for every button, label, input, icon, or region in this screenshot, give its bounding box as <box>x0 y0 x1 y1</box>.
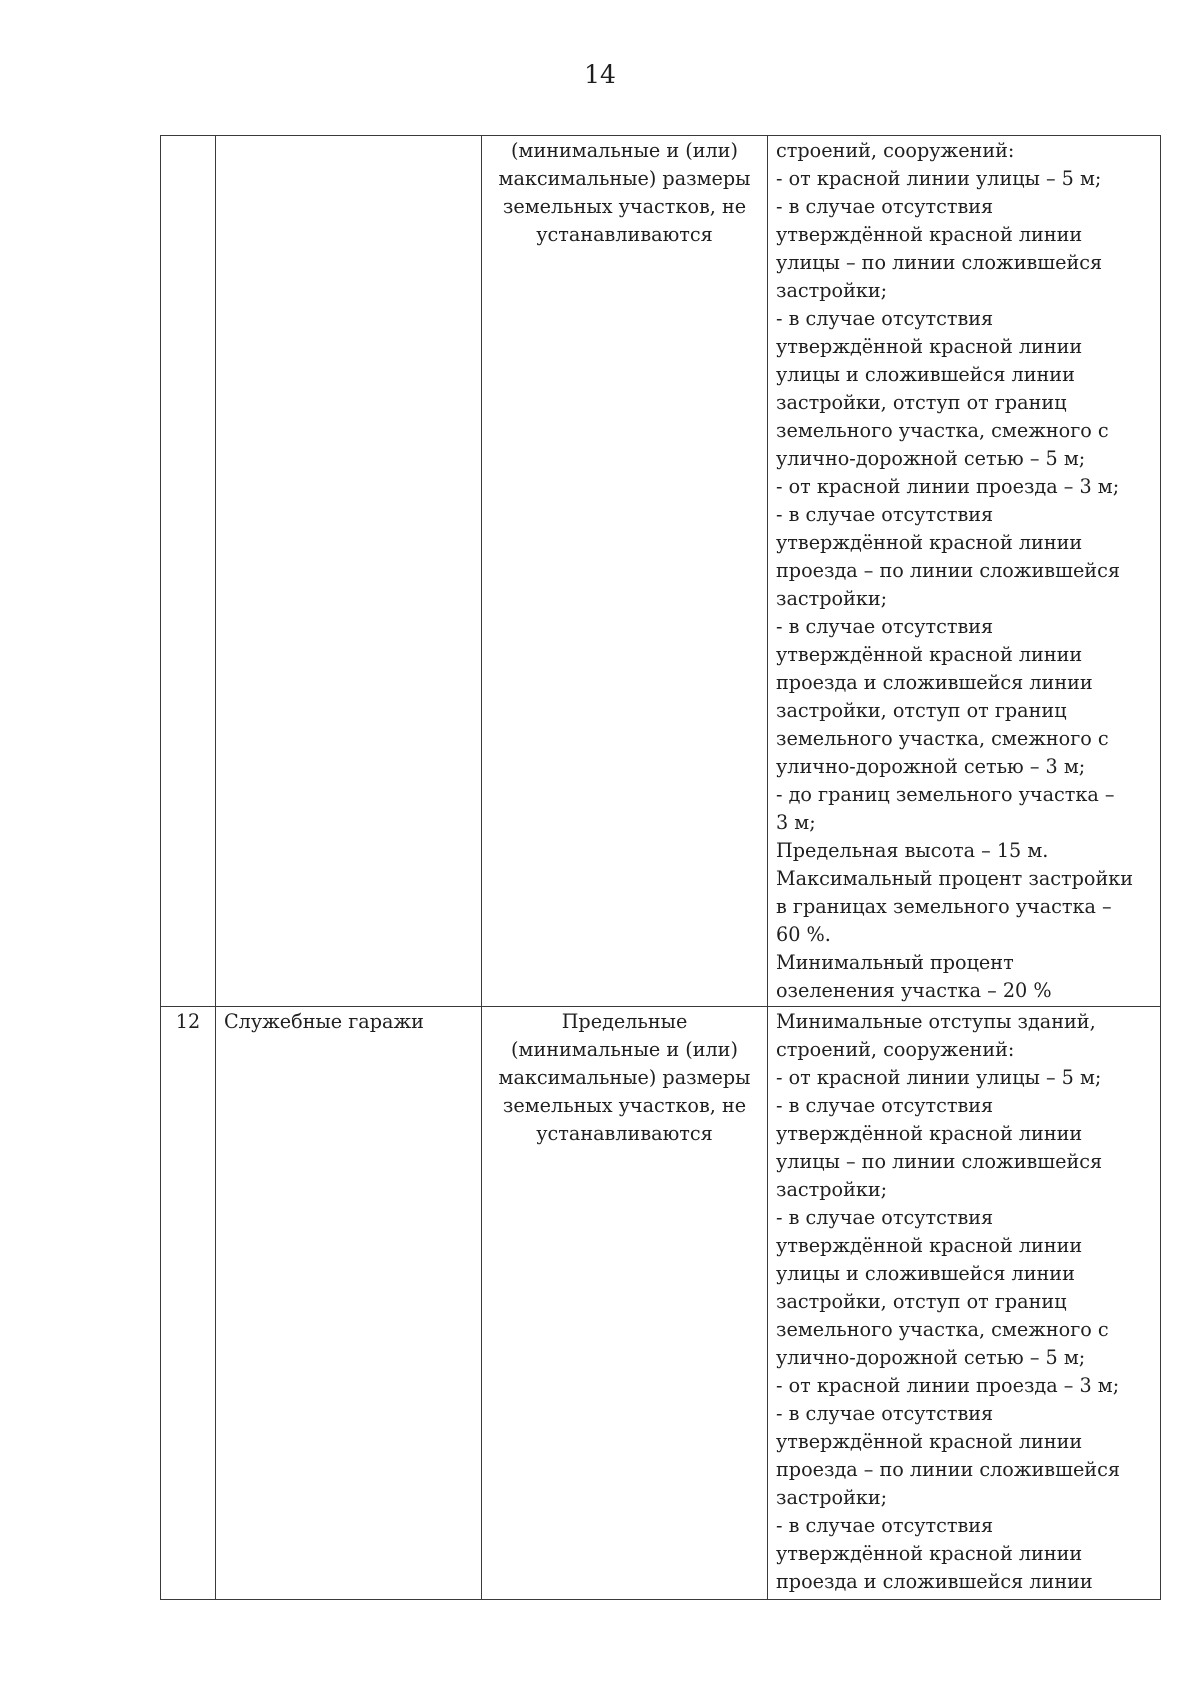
text-line: улично-дорожной сетью – 5 м; <box>776 447 1086 470</box>
text-line: Минимальные отступы зданий, <box>776 1010 1096 1033</box>
text-line: - в случае отсутствия <box>776 1206 994 1229</box>
text-line: - в случае отсутствия <box>776 503 994 526</box>
plot-size-cell <box>482 136 768 1007</box>
text-line: утверждённой красной линии <box>776 1122 1083 1145</box>
text-line: (минимальные и (или) <box>511 139 738 162</box>
text-line: земельных участков, не <box>502 195 747 218</box>
regulations-table <box>160 135 1161 1600</box>
setbacks-cell <box>768 1007 1161 1600</box>
text-line: утверждённой красной линии <box>776 531 1083 554</box>
text-line: строений, сооружений: <box>776 139 1015 162</box>
text-line: застройки; <box>776 1178 888 1201</box>
text-line: Минимальный процент <box>776 951 1014 974</box>
text-line: улицы – по линии сложившейся <box>776 251 1103 274</box>
setbacks-cell <box>768 136 1161 1007</box>
text-line: утверждённой красной линии <box>776 335 1083 358</box>
text-line: устанавливаются <box>536 1122 713 1145</box>
text-line: строений, сооружений: <box>776 1038 1015 1061</box>
text-line: 3 м; <box>776 811 816 834</box>
text-line: - в случае отсутствия <box>776 615 994 638</box>
text-line: застройки; <box>776 1486 888 1509</box>
text-line: улицы – по линии сложившейся <box>776 1150 1103 1173</box>
text-line: улицы и сложившейся линии <box>776 1262 1075 1285</box>
text-line: улично-дорожной сетью – 5 м; <box>776 1346 1086 1369</box>
row-number-cell: 12 <box>161 1007 216 1600</box>
text-line: в границах земельного участка – <box>776 895 1112 918</box>
text-line: застройки, отступ от границ <box>776 699 1067 722</box>
text-line: застройки; <box>776 587 888 610</box>
text-line: земельного участка, смежного с <box>776 419 1109 442</box>
table-row <box>161 1007 1161 1600</box>
text-line: - в случае отсутствия <box>776 1402 994 1425</box>
text-line: утверждённой красной линии <box>776 1542 1083 1565</box>
text-line: утверждённой красной линии <box>776 223 1083 246</box>
text-line: улично-дорожной сетью – 3 м; <box>776 755 1086 778</box>
text-line: (минимальные и (или) <box>511 1038 738 1061</box>
text-line: 60 %. <box>776 923 831 946</box>
table-row <box>161 136 1161 1007</box>
text-line: озеленения участка – 20 % <box>776 979 1052 1002</box>
text-line: - до границ земельного участка – <box>776 783 1115 806</box>
text-line: утверждённой красной линии <box>776 1430 1083 1453</box>
text-line: земельного участка, смежного с <box>776 727 1109 750</box>
text-line: застройки; <box>776 279 888 302</box>
text-line: - в случае отсутствия <box>776 1094 994 1117</box>
text-line: земельного участка, смежного с <box>776 1318 1109 1341</box>
text-line: Предельные <box>561 1010 688 1033</box>
text-line: проезда и сложившейся линии <box>776 671 1093 694</box>
text-line: застройки, отступ от границ <box>776 1290 1067 1313</box>
text-line: максимальные) размеры <box>498 167 751 190</box>
text-line: максимальные) размеры <box>498 1066 751 1089</box>
text-line: - в случае отсутствия <box>776 195 994 218</box>
plot-size-cell <box>482 1007 768 1600</box>
text-line: земельных участков, не <box>502 1094 747 1117</box>
text-line: проезда и сложившейся линии <box>776 1570 1093 1593</box>
text-line: утверждённой красной линии <box>776 643 1083 666</box>
text-line: - от красной линии проезда – 3 м; <box>776 1374 1120 1397</box>
text-line: - от красной линии улицы – 5 м; <box>776 167 1102 190</box>
text-line: - в случае отсутствия <box>776 1514 994 1537</box>
text-line: устанавливаются <box>536 223 713 246</box>
use-name-cell <box>216 136 482 1007</box>
use-name-cell: Служебные гаражи <box>216 1007 482 1600</box>
text-line: Предельная высота – 15 м. <box>776 839 1049 862</box>
text-line: - в случае отсутствия <box>776 307 994 330</box>
text-line: Максимальный процент застройки <box>776 867 1134 890</box>
text-line: застройки, отступ от границ <box>776 391 1067 414</box>
row-number-cell <box>161 136 216 1007</box>
text-line: проезда – по линии сложившейся <box>776 559 1120 582</box>
text-line: утверждённой красной линии <box>776 1234 1083 1257</box>
text-line: - от красной линии проезда – 3 м; <box>776 475 1120 498</box>
text-line: улицы и сложившейся линии <box>776 363 1075 386</box>
text-line: проезда – по линии сложившейся <box>776 1458 1120 1481</box>
text-line: - от красной линии улицы – 5 м; <box>776 1066 1102 1089</box>
page-number: 14 <box>584 60 616 89</box>
